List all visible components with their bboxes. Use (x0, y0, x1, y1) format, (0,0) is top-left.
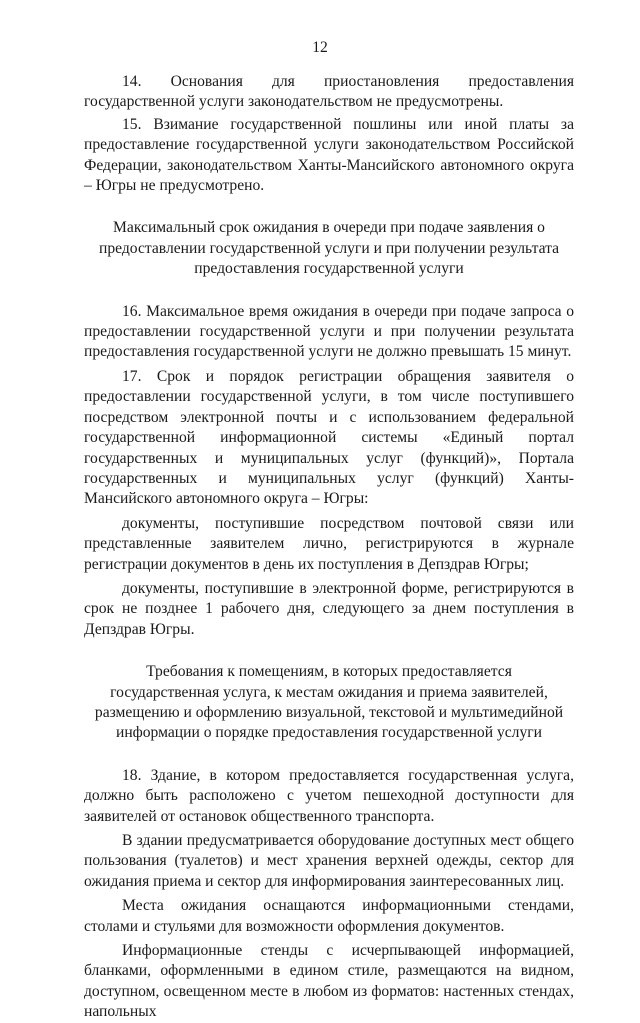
section-heading-premises: Требования к помещениям, в которых предоставляется государственная услуга, к местам ожидания и приема заявителей, размещению и оформлению визуальной, текстовой и мультимедийной информации о порядке предоставления государственной услуги (94, 663, 564, 742)
paragraph-16: 16. Максимальное время ожидания в очереди при подаче запроса о предоставлении государственной услуги и при получении результата предоставления государственной услуги не должно превышать 15 минут. (84, 302, 574, 361)
paragraph-15: 15. Взимание государственной пошлины или иной платы за предоставление государственной услуги законодательством Российской Федерации, законодательством Ханты-Мансийского автономного округа – Югры не предусмотрено. (84, 115, 574, 195)
paragraph-18-facilities: В здании предусматривается оборудование доступных мест общего пользования (туалетов) и мест хранения верхней одежды, сектор для ожидания приема и сектор для информирования заинтересованных лиц. (84, 832, 574, 890)
section-heading-waiting-time: Максимальный срок ожидания в очереди при подаче заявления о предоставлении государственной услуги и при получении результата предоставления государственной услуги (98, 219, 560, 278)
paragraph-18-info-stands: Информационные стенды с исчерпывающей информацией, бланками, оформленными в едином стиле, размещаются на видном, доступном, освещенном месте в любом из форматов: настенных стендах, напольных (84, 942, 574, 1021)
document-body (84, 72, 574, 1023)
page-number: 12 (312, 39, 328, 56)
paragraph-17-electronic: документы, поступившие в электронной форме, регистрируются в срок не позднее 1 рабочего дня, следующего за днем поступления в Депздрав Югры. (84, 579, 574, 638)
paragraph-17-postal: документы, поступившие посредством почтовой связи или представленные заявителем лично, регистрируются в журнале регистрации документов в день их поступления в Депздрав Югры; (84, 514, 574, 573)
paragraph-14: 14. Основания для приостановления предоставления государственной услуги законодательством не предусмотрены. (84, 73, 574, 111)
paragraph-18: 18. Здание, в котором предоставляется государственная услуга, должно быть расположено с учетом пешеходной доступности для заявителей от остановок общественного транспорта. (84, 766, 574, 825)
paragraph-18-waiting-areas: Места ожидания оснащаются информационными стендами, столами и стульями для возможности оформления документов. (84, 897, 574, 935)
paragraph-17: 17. Срок и порядок регистрации обращения заявителя о предоставлении государственной услуги, в том числе поступившего посредством электронной почты и с использованием федеральной государственной информационной системы «Единый портал государственных и муниципальных услуг (функций)», Портала государственных и муниципальных услуг (функций) Ханты-Мансийского автономного округа – Югры: (84, 367, 574, 508)
